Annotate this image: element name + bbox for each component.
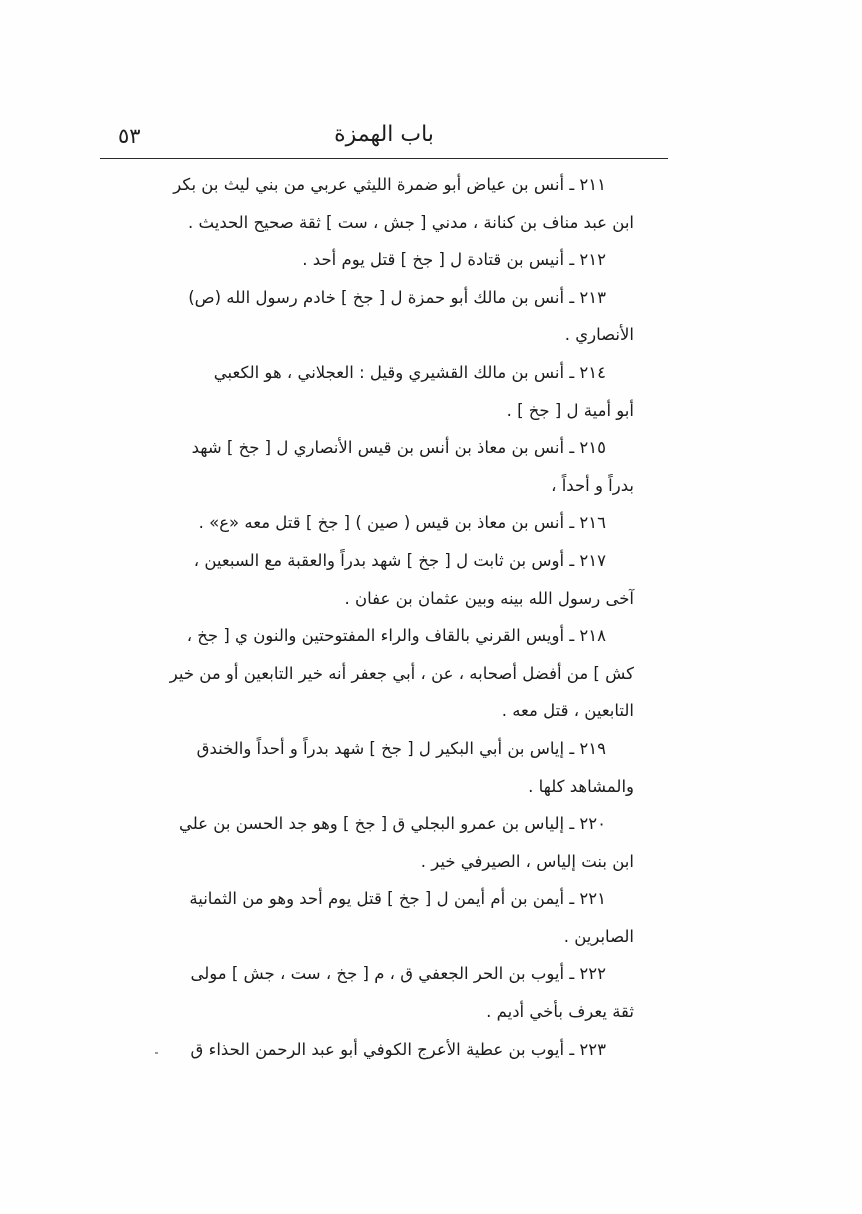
entry-219 bbox=[100, 730, 662, 805]
entry-line: ٢١٨ ـ أويس القرني بالقاف والراء المفتوحتين والنون ي [ جخ ، bbox=[186, 626, 606, 646]
entry-221 bbox=[100, 880, 662, 955]
entry-215 bbox=[100, 429, 662, 504]
entry-214 bbox=[100, 354, 662, 429]
entry-211 bbox=[100, 166, 662, 241]
entry-222 bbox=[100, 955, 662, 1030]
entry-line: آخى رسول الله بينه وبين عثمان بن عفان . bbox=[344, 588, 634, 608]
entry-212 bbox=[100, 241, 662, 279]
entry-line: ٢٢٠ ـ إلياس بن عمرو البجلي ق [ جخ ] وهو جد الحسن بن علي bbox=[178, 814, 606, 834]
entry-217 bbox=[100, 542, 662, 617]
entry-line: ٢٢٢ ـ أيوب بن الحر الجعفي ق ، م [ جخ ، ست ، جش ] مولى bbox=[190, 964, 606, 984]
entry-line: بدراً و أحداً ، bbox=[551, 475, 634, 495]
entries-list bbox=[100, 166, 662, 1068]
entry-line: ٢٢١ ـ أيمن بن أم أيمن ل [ جخ ] قتل يوم أحد وهو من الثمانية bbox=[189, 889, 606, 909]
entry-line: ٢١٤ ـ أنس بن مالك القشيري وقيل : العجلاني ، هو الكعبي bbox=[213, 362, 606, 382]
entry-line: التابعين ، قتل معه . bbox=[501, 701, 634, 721]
entry-line: كش ] من أفضل أصحابه ، عن ، أبي جعفر أنه خير التابعين أو من خير bbox=[169, 663, 634, 683]
entry-line: ثقة يعرف بأخي أديم . bbox=[486, 1002, 634, 1022]
entry-line: والمشاهد كلها . bbox=[528, 776, 634, 796]
entry-223 bbox=[100, 1031, 662, 1069]
entry-line: ابن بنت إلياس ، الصيرفي خير . bbox=[420, 851, 634, 871]
entry-218 bbox=[100, 617, 662, 730]
page-number: ٥٣ bbox=[118, 124, 141, 148]
entry-line: ابن عبد مناف بن كنانة ، مدني [ جش ، ست ] ثقة صحيح الحديث . bbox=[188, 212, 634, 232]
scan-speck bbox=[155, 1052, 158, 1054]
running-title: باب الهمزة bbox=[334, 122, 434, 147]
entry-line: ٢١٣ ـ أنس بن مالك أبو حمزة ل [ جخ ] خادم رسول الله (ص) bbox=[188, 287, 606, 307]
entry-213 bbox=[100, 279, 662, 354]
entry-line: ٢١٧ ـ أوس بن ثابت ل [ جخ ] شهد بدراً والعقبة مع السبعين ، bbox=[193, 550, 606, 570]
entry-line: ٢١٥ ـ أنس بن معاذ بن أنس بن قيس الأنصاري ل [ جخ ] شهد bbox=[191, 438, 606, 458]
entry-line: أبو أمية ل [ جخ ] . bbox=[506, 400, 634, 420]
header-rule bbox=[100, 158, 668, 159]
page-header bbox=[100, 118, 668, 158]
entry-line: ٢١٢ ـ أنيس بن قتادة ل [ جخ ] قتل يوم أحد . bbox=[302, 250, 606, 270]
entry-line: ٢١١ ـ أنس بن عياض أبو ضمرة الليثي عربي من بني ليث بن بكر bbox=[173, 175, 606, 194]
entry-line: ٢٢٣ ـ أيوب بن عطية الأعرج الكوفي أبو عبد الرحمن الحذاء ق bbox=[190, 1039, 606, 1059]
entry-line: ٢١٩ ـ إياس بن أبي البكير ل [ جخ ] شهد بدراً و أحداً والخندق bbox=[196, 738, 606, 758]
entry-216 bbox=[100, 504, 662, 542]
entry-line: ٢١٦ ـ أنس بن معاذ بن قيس ( صين ) [ جخ ] قتل معه «ع» . bbox=[198, 513, 606, 533]
entry-line: الصابرين . bbox=[563, 926, 634, 946]
entry-line: الأنصاري . bbox=[564, 325, 634, 345]
entry-220 bbox=[100, 805, 662, 880]
